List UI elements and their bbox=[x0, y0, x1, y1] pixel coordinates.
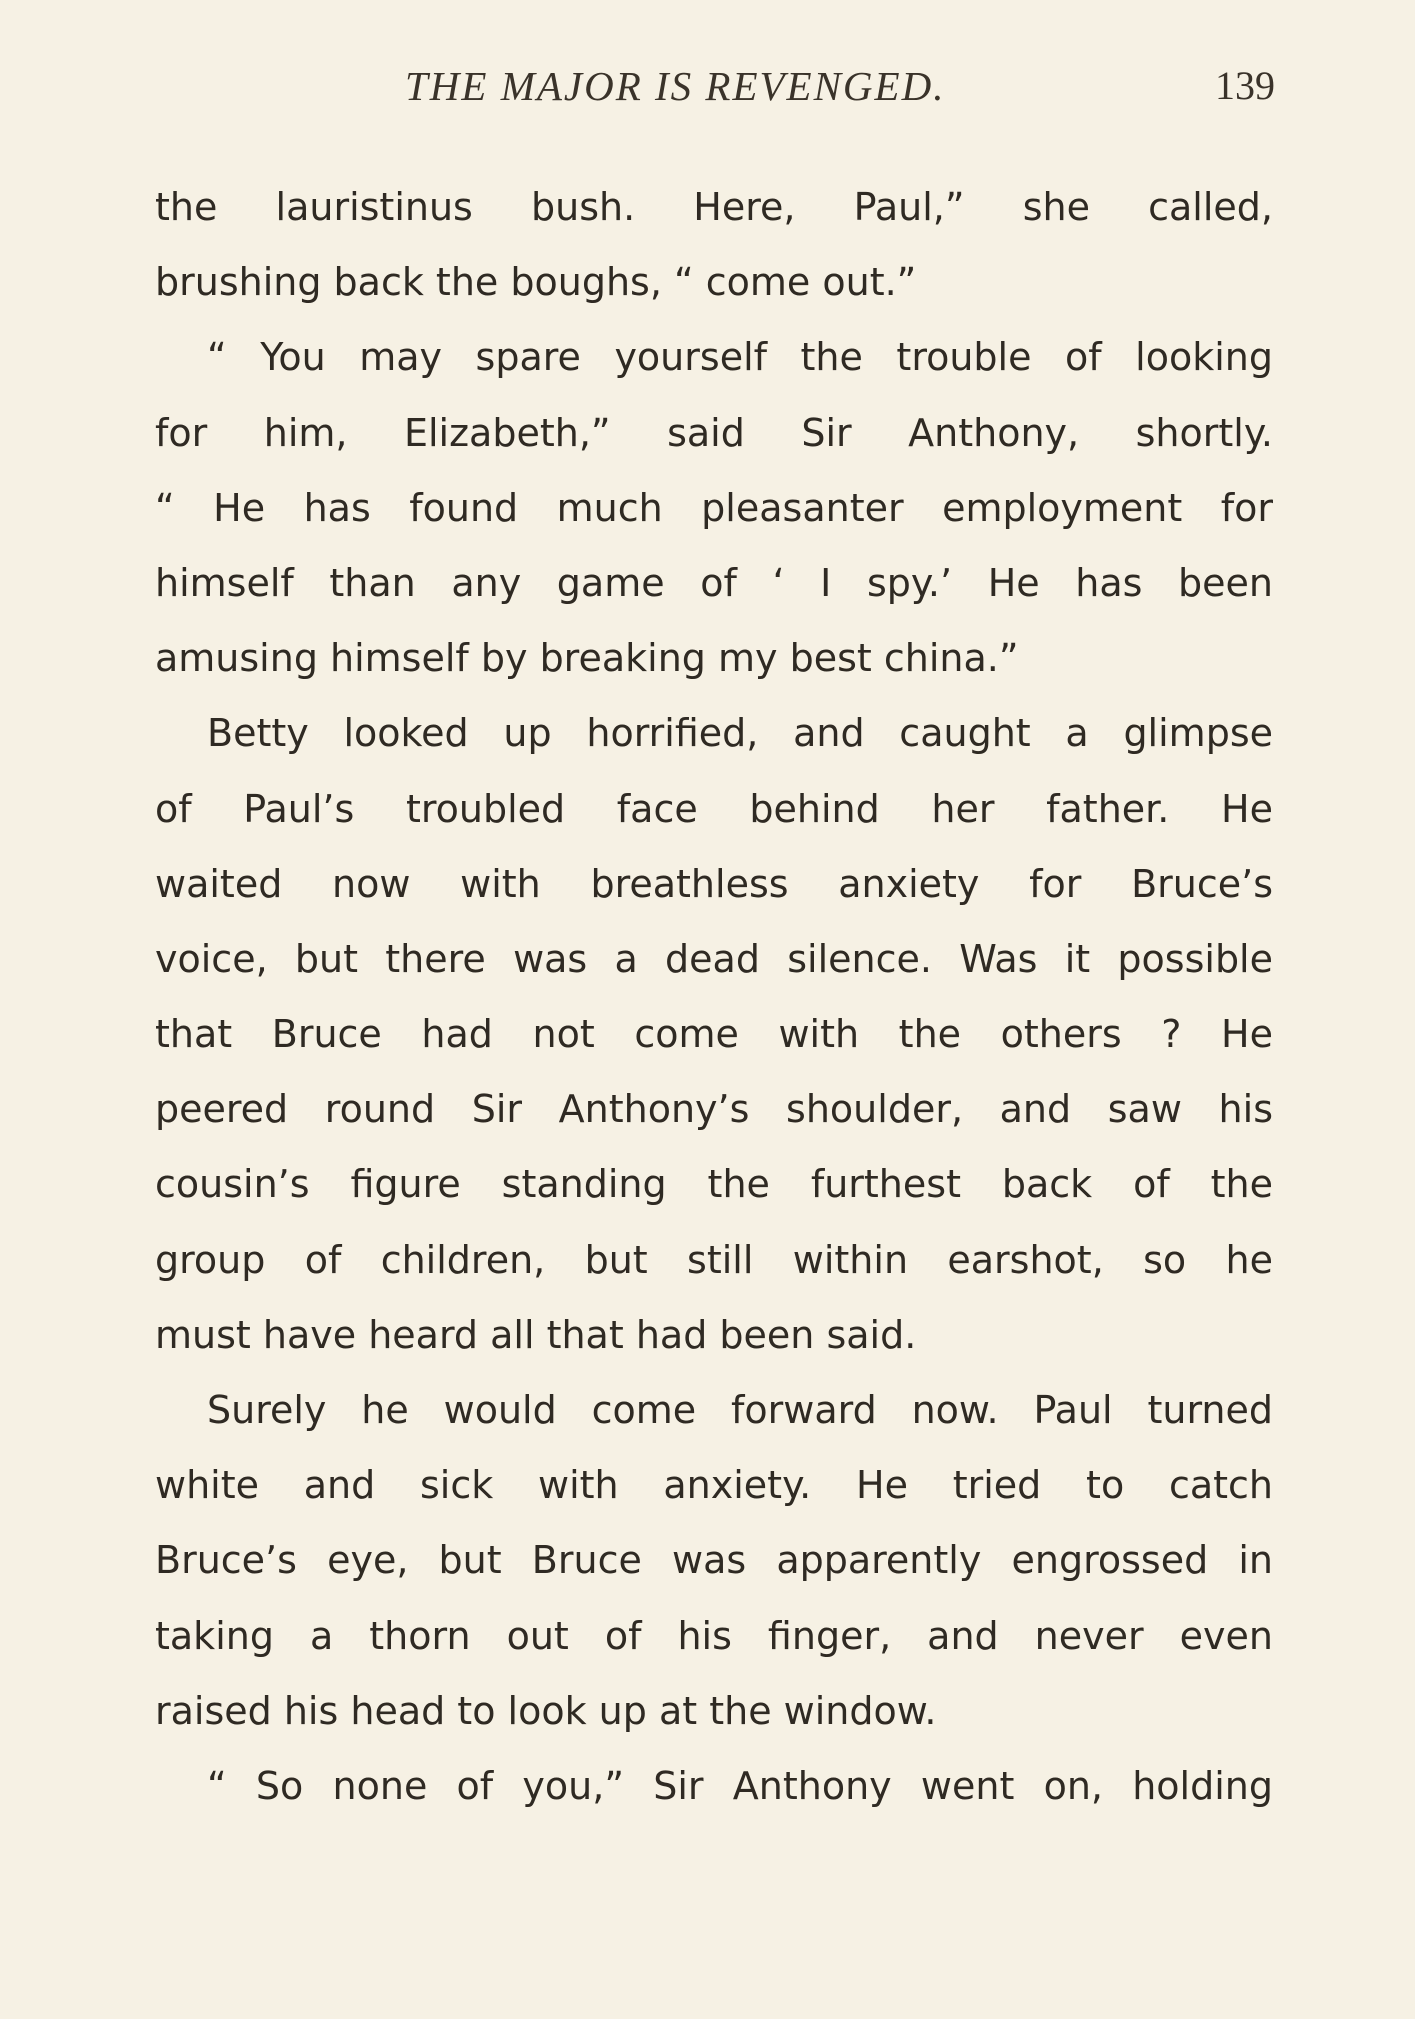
text-line: taking a thorn out of his finger, and never even bbox=[155, 1613, 1273, 1658]
text-line: amusing himself by breaking my best china.” bbox=[155, 636, 1019, 681]
body-text bbox=[155, 170, 1273, 1824]
text-line: white and sick with anxiety. He tried to catch bbox=[155, 1463, 1273, 1508]
text-line: that Bruce had not come with the others ? He bbox=[155, 1012, 1273, 1057]
text-line: voice, but there was a dead silence. Was it possible bbox=[155, 936, 1273, 981]
text-line: “ So none of you,” Sir Anthony went on, holding bbox=[207, 1763, 1273, 1808]
text-line: “ You may spare yourself the trouble of looking bbox=[207, 335, 1273, 380]
running-title: THE MAJOR IS REVENGED. bbox=[405, 63, 946, 109]
text-line: must have heard all that had been said. bbox=[155, 1312, 917, 1357]
text-line: Surely he would come forward now. Paul turned bbox=[207, 1388, 1273, 1432]
text-line: “ He has found much pleasanter employment for bbox=[155, 485, 1273, 530]
page-number: 139 bbox=[1215, 63, 1275, 108]
text-line: brushing back the boughs, “ come out.” bbox=[155, 260, 917, 305]
text-line: waited now with breathless anxiety for Bruce’s bbox=[155, 861, 1273, 906]
text-line: raised his head to look up at the window. bbox=[155, 1688, 937, 1733]
text-line: Bruce’s eye, but Bruce was apparently engrossed in bbox=[155, 1538, 1273, 1583]
text-line: peered round Sir Anthony’s shoulder, and saw his bbox=[155, 1087, 1273, 1132]
text-line: cousin’s figure standing the furthest back of the bbox=[155, 1162, 1273, 1207]
text-line: group of children, but still within earshot, so he bbox=[155, 1237, 1273, 1282]
text-line: himself than any game of ‘ I spy.’ He has been bbox=[155, 560, 1273, 605]
running-head bbox=[155, 62, 1275, 122]
text-line: Betty looked up horrified, and caught a glimpse bbox=[207, 711, 1273, 756]
text-line: the lauristinus bush. Here, Paul,” she called, bbox=[155, 185, 1273, 229]
text-line: of Paul’s troubled face behind her father. He bbox=[155, 786, 1273, 831]
text-line: for him, Elizabeth,” said Sir Anthony, shortly. bbox=[155, 410, 1273, 455]
